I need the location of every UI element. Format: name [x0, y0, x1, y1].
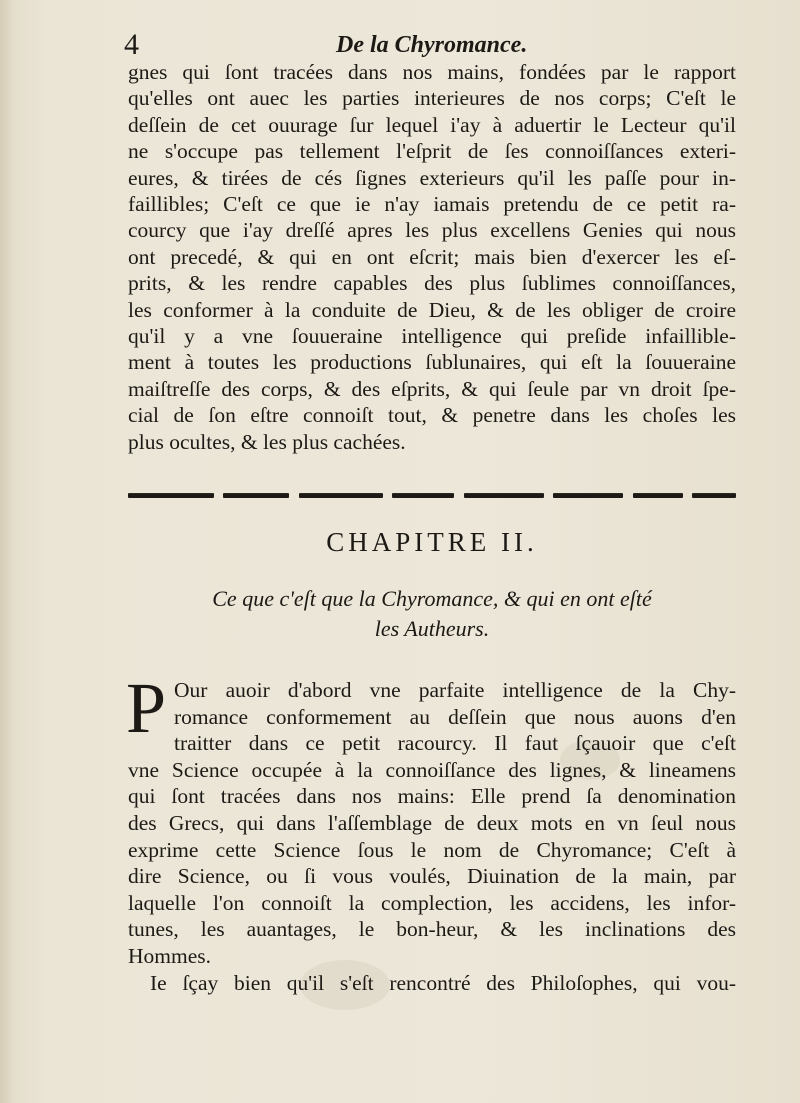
text-line: Ie ſçay bien qu'il s'eſt rencontré des Philoſophes, qui vou-: [150, 970, 736, 995]
intro-paragraph: [128, 59, 736, 455]
text-line: maiſtreſſe des corps, & des eſprits, & qui ſeule par vn droit ſpe-: [128, 376, 736, 401]
rule-segment: [223, 493, 289, 498]
rule-segment: [299, 493, 383, 498]
text-line: traitter dans ce petit racourcy. Il faut ſçauoir que c'eſt: [174, 731, 736, 756]
rule-segment: [464, 493, 544, 498]
text-line: tunes, les auantages, le bon-heur, & les inclinations des: [128, 917, 736, 942]
running-title: De la Chyromance.: [336, 32, 528, 58]
running-head: [124, 24, 744, 64]
text-line: courcy que i'ay dreſſé apres les plus excellens Genies qui nous: [128, 218, 736, 243]
text-line: les conformer à la conduite de Dieu, & de les obliger de croire: [128, 297, 736, 322]
text-line: Our auoir d'abord vne parfaite intelligence de la Chy-: [174, 678, 736, 702]
text-line: ment à toutes les productions ſublunaires, qui eſt la ſouueraine: [128, 350, 736, 375]
chapter-paragraph: [128, 677, 736, 996]
chapter-subtitle: [128, 584, 736, 644]
text-line: qu'il y a vne ſouueraine intelligence qui preſide infaillible-: [128, 324, 736, 349]
chapter-heading: CHAPITRE II.: [326, 527, 538, 557]
ornamental-rule: [128, 490, 736, 500]
text-line: des Grecs, qui dans l'aſſemblage de deux mots en vn ſeul nous: [128, 810, 736, 835]
text-line: plus ocultes, & les plus cachées.: [128, 429, 406, 454]
rule-segment: [392, 493, 454, 498]
text-line: ne s'occupe pas tellement l'eſprit de ſes connoiſſances exteri-: [128, 139, 736, 164]
text-line: laquelle l'on connoiſt la complection, les accidens, les infor-: [128, 890, 736, 915]
drop-cap: P: [126, 668, 167, 748]
rule-segment: [128, 493, 214, 498]
text-line: prits, & les rendre capables des plus ſublimes connoiſſances,: [128, 271, 736, 296]
text-line: Hommes.: [128, 943, 212, 968]
text-line: qu'elles ont auec les parties interieures de nos corps; C'eſt le: [128, 86, 736, 111]
page-gutter-shadow: [0, 0, 14, 1103]
text-line: vne Science occupée à la connoiſſance des lignes, & lineamens: [128, 757, 736, 782]
rule-segment: [633, 493, 683, 498]
text-line: deſſein de cet ouurage ſur lequel i'ay à aduertir le Lecteur qu'il: [128, 112, 736, 137]
text-line: romance conformement au deſſein que nous auons d'en: [174, 704, 736, 729]
text-line: dire Science, ou ſi vous voulés, Diuination de la main, par: [128, 864, 736, 889]
rule-segment: [553, 493, 623, 498]
text-line: eures, & tirées de cés ſignes exterieurs qu'il les paſſe pour in-: [128, 165, 736, 190]
text-line: ont precedé, & qui en ont eſcrit; mais bien d'exercer les eſ-: [128, 244, 736, 269]
text-line: faillibles; C'eſt ce que ie n'ay iamais pretendu de ce petit ra-: [128, 192, 736, 217]
rule-segment: [692, 493, 736, 498]
subtitle-line: les Autheurs.: [374, 616, 490, 641]
text-line: qui ſont tracées dans nos mains: Elle prend ſa denomination: [128, 784, 736, 809]
text-line: exprime cette Science ſous le nom de Chyromance; C'eſt à: [128, 837, 736, 862]
page-number: 4: [124, 28, 139, 61]
subtitle-line: Ce que c'eſt que la Chyromance, & qui en ont eſté: [212, 586, 652, 611]
text-line: gnes qui ſont tracées dans nos mains, fondées par le rapport: [128, 60, 736, 84]
text-line: cial de ſon eſtre connoiſt tout, & penetre dans les choſes les: [128, 403, 736, 428]
